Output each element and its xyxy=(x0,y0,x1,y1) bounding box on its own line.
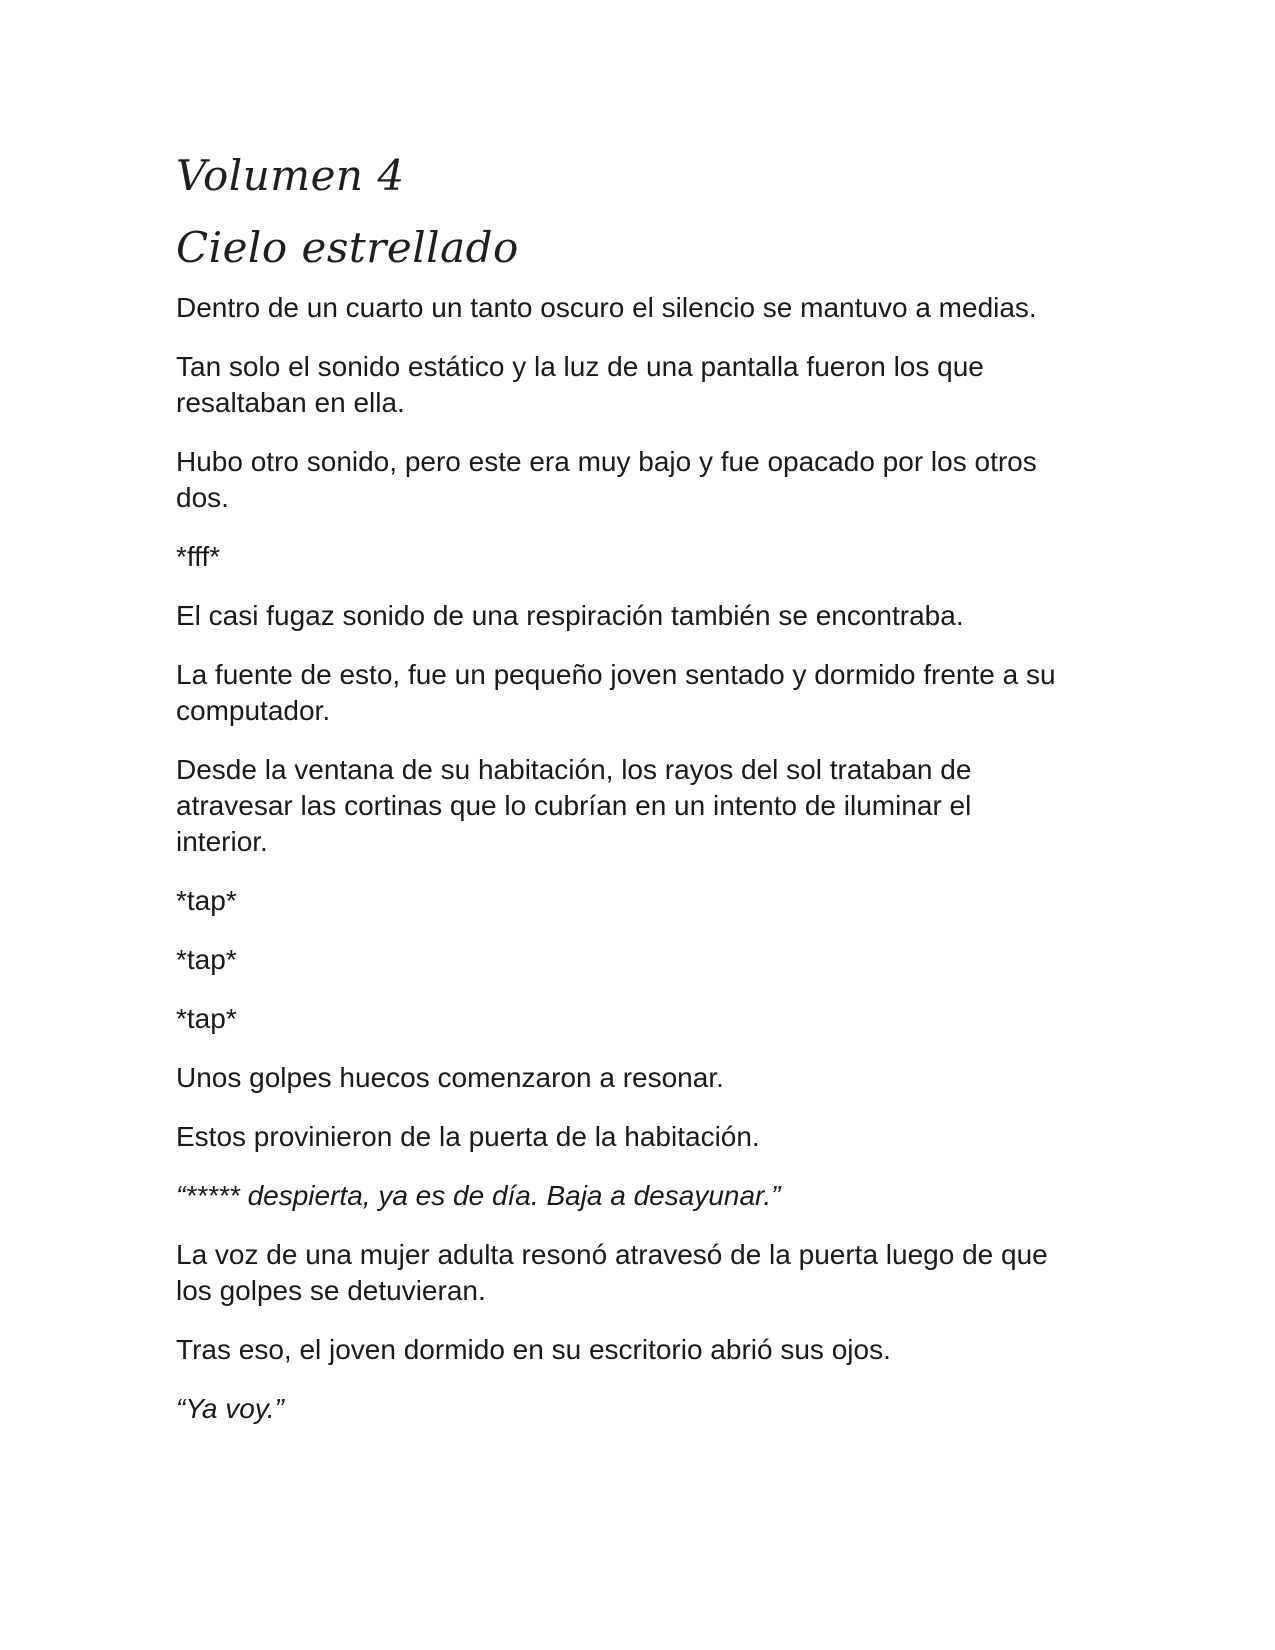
sound-effect: *tap* xyxy=(176,885,237,916)
paragraph: Tan solo el sonido estático y la luz de una pantalla fueron los que resaltaban en ella. xyxy=(176,351,984,418)
paragraph: Estos provinieron de la puerta de la habitación. xyxy=(176,1121,760,1152)
paragraph: Tras eso, el joven dormido en su escritorio abrió sus ojos. xyxy=(176,1334,891,1365)
body-text xyxy=(176,290,1115,1427)
dialogue-line: “***** despierta, ya es de día. Baja a desayunar.” xyxy=(176,1180,781,1211)
paragraph: Dentro de un cuarto un tanto oscuro el silencio se mantuvo a medias. xyxy=(176,292,1037,323)
paragraph: El casi fugaz sonido de una respiración también se encontraba. xyxy=(176,600,964,631)
volume-title: Volumen 4 xyxy=(176,151,405,200)
paragraph: Hubo otro sonido, pero este era muy bajo y fue opacado por los otros dos. xyxy=(176,446,1037,513)
sound-effect: *tap* xyxy=(176,944,237,975)
dialogue-line: “Ya voy.” xyxy=(176,1393,284,1424)
paragraph: Unos golpes huecos comenzaron a resonar. xyxy=(176,1062,724,1093)
sound-effect: *fff* xyxy=(176,541,221,572)
paragraph: La fuente de esto, fue un pequeño joven sentado y dormido frente a su computador. xyxy=(176,659,1056,726)
paragraph: La voz de una mujer adulta resonó atravesó de la puerta luego de que los golpes se detuvieran. xyxy=(176,1239,1048,1306)
chapter-title: Cielo estrellado xyxy=(176,223,519,272)
paragraph: Desde la ventana de su habitación, los rayos del sol trataban de atravesar las cortinas que lo cubrían en un intento de iluminar el interior. xyxy=(176,754,972,857)
sound-effect: *tap* xyxy=(176,1003,237,1034)
